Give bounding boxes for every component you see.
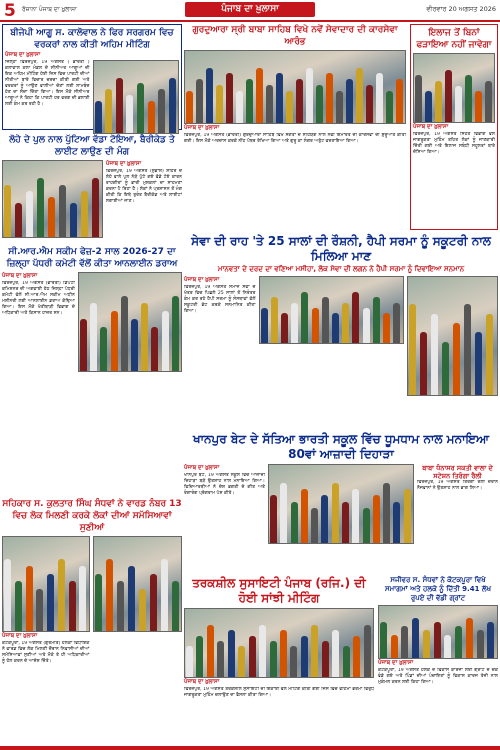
photo-figure (48, 197, 55, 237)
photo-figure (270, 641, 277, 677)
photo-figure (464, 304, 471, 395)
byline: ਪੰਜਾਬ ਦਾ ਖ਼ੁਲਾਸਾ (413, 124, 449, 130)
photo-figure (26, 566, 33, 631)
byline: ਪੰਜਾਬ ਦਾ ਖ਼ੁਲਾਸਾ (184, 679, 220, 685)
photo-figure (486, 314, 493, 395)
article-photo (184, 608, 374, 678)
photo-figure (79, 566, 86, 631)
article-text: ਫਿਰੋਜ਼ਪੁਰ, 19 ਅਗਸਤ (ਭਾਰਤੀ) ਡਿਪਟੀ ਕਮਿਸ਼ਨਰ ਦੀ ਅਗਵਾਈ ਹੇਠ ਜ਼ਿਲ੍ਹਾ ਪੱਧਰੀ ਕਮੇਟੀ ਵੱਲੋਂ ਸੀ.ਆਰ.ਐਮ ਸਕੀਮ ਅਧੀਨ ਮਸ਼ੀਨਰੀ ਲਈ ਆਨਲਾਈਨ ਡਰਾਅ ਕੱਢਿਆ ਗਿਆ। ਇਸ ਮੌਕੇ ਖੇਤੀਬਾੜੀ ਵਿਭਾਗ ਦੇ ਅਧਿਕਾਰੀ ਅਤੇ ਕਿਸਾਨ ਹਾਜ਼ਰ ਸਨ। (2, 281, 75, 316)
article-photo (184, 50, 406, 124)
article-text: ਫਿਰੋਜ਼ਪੁਰ, 19 ਅਗਸਤ ਸਿਹਤ ਵਿਭਾਗ ਵੱਲੋਂ ਜਾਗਰੂਕਤਾ ਮੁਹਿੰਮ ਤਹਿਤ ਲੋਕਾਂ ਨੂੰ ਜਾਣਕਾਰੀ ਦਿੱਤੀ ਗਈ ਅਤੇ ਇਲਾਜ ਸਬੰਧੀ ਸਹੂਲਤਾਂ ਬਾਰੇ ਦੱਸਿਆ ਗਿਆ। (413, 132, 495, 155)
photo-figure (396, 79, 403, 123)
photo-figure (15, 203, 22, 237)
photo-figure (246, 79, 253, 123)
photo-figure (228, 630, 235, 677)
headline: ਸੀ.ਆਰ.ਐਮ ਸਕੀਮ ਫੇਜ਼-2 ਸਾਲ 2026-27 ਦਾ ਜ਼ਿਲ੍ਹਾ ਪੱਧਰੀ ਕਮੇਟੀ ਵੱਲੋਂ ਕੀਤਾ ਆਨਲਾਈਨ ਡਰਾਅ (6, 247, 178, 269)
photo-figure (301, 489, 308, 543)
photo-figure (423, 630, 430, 658)
headline: ਸਹਿਕਾਰ ਸ. ਕੁਲਤਾਰ ਸਿੰਘ ਸੰਧਵਾਂ ਨੇ ਵਾਰਡ ਨੰਬਰ 13 ਵਿਚ ਲੋਕ ਮਿਲਣੀ ਕਰਕੇ ਲੋਕਾਂ ਦੀਆਂ ਸਮੱਸਿਆਵਾਂ ਸੁਣੀਆਂ (2, 499, 182, 533)
photo-figure (256, 68, 263, 123)
page-footer-rule (0, 746, 500, 750)
article-text: ਫਿਰੋਜ਼ਪੁਰ, 19 ਅਗਸਤ ਸਮਾਜ ਸੇਵਾ ਦੇ ਖੇਤਰ ਵਿਚ ਪਿਛਲੇ 25 ਸਾਲਾਂ ਤੋਂ ਨਿਰੰਤਰ ਕੰਮ ਕਰ ਰਹੇ ਹੈਪੀ ਸਰਮਾ ਨੂੰ ਸੰਸਥਾਵਾਂ ਵੱਲੋਂ ਸਕੂਟਰੀ ਭੇਟ ਕਰਕੇ ਸਨਮਾਨਿਤ ਕੀਤਾ ਗਿਆ। (184, 285, 256, 314)
byline: ਪੰਜਾਬ ਦਾ ਖ਼ੁਲਾਸਾ (105, 161, 142, 167)
photo-figure (336, 91, 343, 123)
article-photo (268, 464, 414, 544)
article-bridge-pit (2, 134, 182, 242)
photo-figure (172, 581, 179, 631)
photo-figure (141, 303, 148, 371)
photo-figure (391, 635, 398, 658)
article-text: ਕੋਟਕਪੂਰਾ, 19 ਅਗਸਤ ਹਲਕੇ ਦੇ ਵਿਕਾਸ ਕਾਰਜਾਂ ਲਈ ਗ੍ਰਾਂਟ ਦੇ ਚੈੱਕ ਵੰਡੇ ਗਏ ਅਤੇ ਪਿੰਡਾਂ ਦੀਆਂ ਪੰਚਾਇਤਾਂ ਨੂੰ ਵਿਕਾਸ ਕਾਰਜ ਤੇਜ਼ੀ ਨਾਲ ਮੁਕੰਮਲ ਕਰਨ ਲਈ ਕਿਹਾ ਗਿਆ। (378, 668, 498, 685)
photo-figure (420, 332, 427, 395)
photo-figure (196, 79, 203, 123)
article-photo-2 (93, 536, 183, 632)
photo-figure (161, 559, 168, 631)
photo-figure (226, 73, 233, 123)
photo-figure (332, 313, 339, 343)
photo-figure (186, 646, 193, 677)
photo-figure (172, 296, 179, 371)
photo-figure (80, 319, 87, 371)
left-column (2, 24, 182, 746)
photo-figure (281, 313, 288, 343)
photo-figure (286, 91, 293, 123)
article-photo (2, 160, 103, 238)
photo-figure (150, 574, 157, 631)
photo-figure (434, 622, 441, 658)
photo-figure (363, 508, 370, 543)
photo-figure (373, 495, 380, 543)
photo-figure (270, 495, 277, 543)
photo-figure (100, 327, 107, 371)
byline: ਪੰਜਾਬ ਦਾ ਖ਼ੁਲਾਸਾ (378, 660, 414, 666)
photo-figure (455, 626, 462, 658)
photo-figure (322, 641, 329, 677)
photo-figure (312, 308, 319, 343)
photo-figure (409, 304, 416, 395)
photo-figure (261, 308, 268, 343)
photo-figure (111, 311, 118, 371)
photo-figure (186, 91, 193, 123)
photo-figure (485, 81, 492, 122)
photo-figure (116, 78, 123, 133)
photo-figure (139, 589, 146, 631)
photo-figure (266, 85, 273, 123)
article-photo (78, 272, 182, 372)
photo-figure (321, 495, 328, 543)
photo-figure (475, 332, 482, 395)
photo-figure (383, 313, 390, 343)
photo-figure (342, 502, 349, 543)
photo-figure (455, 86, 462, 122)
photo-figure (271, 297, 278, 343)
photo-figure (58, 559, 65, 631)
photo-figure (151, 327, 158, 371)
section-title: ਪੰਜਾਬ ਦਾ ਖ਼ੁਲਾਸਾ (185, 2, 315, 17)
photo-figure (386, 91, 393, 123)
photo-figure (128, 566, 135, 631)
article-photo (2, 536, 90, 632)
photo-figure (322, 297, 329, 343)
photo-figure (37, 178, 44, 237)
photo-figure (15, 581, 22, 631)
photo-figure (4, 559, 11, 631)
photo-figure (311, 625, 318, 677)
photo-figure (90, 303, 97, 371)
photo-figure (207, 625, 214, 677)
photo-figure (280, 483, 287, 543)
photo-figure (326, 73, 333, 123)
photo-figure (311, 508, 318, 543)
paper-name: ਰੋਜ਼ਾਨਾ ਪੰਜਾਬ ਦਾ ਖ਼ੁਲਾਸਾ (22, 6, 77, 13)
photo-figure (131, 319, 138, 371)
photo-figure (466, 618, 473, 658)
photo-figure (383, 483, 390, 543)
photo-figure (36, 589, 43, 631)
headline: ਲੋਹੇ ਦੇ ਪੁਲ ਨਾਲ ਪੁੱਟਿਆ ਵੱਡਾ ਟੋਇਆ, ਬੈਰੀਕੇਡ ਤੇ ਲਾਈਟ ਲਾਉਣ ਦੀ ਮੰਗ (9, 135, 175, 157)
article-text: ਫਿਰੋਜ਼ਪੁਰ, 19 ਅਗਸਤ (ਭਾਰਤੀ) ਗੁਰਦੁਆਰਾ ਸਾਹਿਬ ਵਿਖੇ ਸੰਗਤਾਂ ਦੇ ਸਹਿਯੋਗ ਨਾਲ ਨਵੀਂ ਇਮਾਰਤ ਦੀ ਕਾਰਸੇਵਾ ਦੀ ਸ਼ੁਰੂਆਤ ਕੀਤੀ ਗਈ। ਇਸ ਮੌਕੇ ਅਰਦਾਸ ਕਰਕੇ ਨੀਂਹ ਪੱਥਰ ਰੱਖਿਆ ਗਿਆ ਅਤੇ ਗੁਰੂ ਕਾ ਲੰਗਰ ਅਤੁੱਟ ਵਰਤਾਇਆ ਗਿਆ। (184, 133, 406, 144)
article-grant (378, 576, 498, 746)
photo-figure (69, 581, 76, 631)
photo-figure (306, 68, 313, 123)
photo-figure (465, 75, 472, 122)
photo-figure (95, 574, 102, 631)
photo-figure (217, 641, 224, 677)
article-treatment (410, 24, 498, 230)
photo-figure (316, 85, 323, 123)
photo-figure (291, 303, 298, 343)
headline: ਗੁਰਦੁਆਰਾ ਸ੍ਰੀ ਬਾਬਾ ਸਾਹਿਬ ਵਿਖੇ ਨਵੇਂ ਸੇਵਾਦਾਰ ਦੀ ਕਾਰਸੇਵਾ ਆਰੰਭ (192, 25, 398, 47)
sidebar-headline: ਬਾਬਾ ਧੰਨਾਸਰ ਸਕਤੀ ਵਾਲਾ ਦੇ ਸਟੇਸ਼ਨ ਤਿਰੰਗਾ ਰੈਲੀ (422, 464, 493, 480)
photo-figure (296, 79, 303, 123)
article-text: ਕੋਟਕਪੂਰਾ, 19 ਅਗਸਤ (ਗੁਰਮੀਤ) ਹਲਕਾ ਵਿਧਾਇਕ ਨੇ ਵਾਰਡ ਵਿਚ ਲੋਕ ਮਿਲਣੀ ਦੌਰਾਨ ਨਿਵਾਸੀਆਂ ਦੀਆਂ ਸਮੱਸਿਆਵਾਂ ਸੁਣੀਆਂ ਅਤੇ ਮੌਕੇ ਤੇ ਹੀ ਅਧਿਕਾਰੀਆਂ ਨੂੰ ਹੱਲ ਕਰਨ ਦੇ ਆਦੇਸ਼ ਦਿੱਤੇ। (2, 641, 90, 664)
photo-figure (342, 303, 349, 343)
photo-figure (301, 636, 308, 677)
article-ward-meeting (2, 498, 182, 744)
photo-figure (92, 178, 99, 237)
page-number: 5 (4, 1, 16, 21)
article-independence-day (184, 432, 498, 574)
photo-figure (59, 185, 66, 237)
article-bjp-meeting (2, 24, 182, 130)
photo-figure (376, 73, 383, 123)
article-gurdwara (184, 24, 406, 184)
headline: ਖਾਨਪੁਰ ਬੇਟ ਦੇ ਸੱਤਿਆ ਭਾਰਤੀ ਸਕੂਲ ਵਿੱਚ ਧੂਮਧਾਮ ਨਾਲ ਮਨਾਇਆ 80ਵਾਂ ਆਜ਼ਾਦੀ ਦਿਹਾੜਾ (192, 432, 489, 461)
article-text: ਜਿਲ੍ਹਾ ਫਿਰੋਜ਼ਪੁਰ, 19 ਅਗਸਤ ( ਭਾਰਤੀ ) ਕਲਾਵਾਲ ਕਲਾ ਮੰਡਲ ਦੇ ਸੀਨੀਅਰ ਆਗੂਆਂ ਦੀ ਇਕ ਅਹਿਮ ਮੀਟਿੰਗ ਹੋਈ ਜਿਸ ਵਿਚ ਪਾਰਟੀ ਦੀਆਂ ਨੀਤੀਆਂ ਬਾਰੇ ਵਿਚਾਰ ਚਰਚਾ ਕੀਤੀ ਗਈ ਅਤੇ ਵਰਕਰਾਂ ਨੂੰ ਆਉਣ ਵਾਲੀਆਂ ਚੋਣਾਂ ਲਈ ਲਾਮਬੰਦ ਹੋਣ ਦਾ ਸੱਦਾ ਦਿੱਤਾ ਗਿਆ। ਇਸ ਮੌਕੇ ਸੀਨੀਅਰ ਆਗੂਆਂ ਨੇ ਕਿਹਾ ਕਿ ਪਾਰਟੀ ਹਰ ਵਰਗ ਦੀ ਭਲਾਈ ਲਈ ਕੰਮ ਕਰ ਰਹੀ ਹੈ। (5, 60, 90, 107)
photo-figure (477, 630, 484, 658)
byline: ਪੰਜਾਬ ਦਾ ਖ਼ੁਲਾਸਾ (2, 273, 38, 279)
photo-figure (487, 622, 494, 658)
photo-figure (126, 95, 133, 133)
article-tarksheel (184, 576, 374, 746)
photo-figure (412, 618, 419, 658)
photo-figure (401, 626, 408, 658)
photo-figure (352, 489, 359, 543)
photo-figure (276, 73, 283, 123)
headline: ਸਜੀਵਰ ਸ. ਸੰਧਵਾਂ ਨੇ ਕੋਟਕਪੂਰਾ ਵਿਖੇ ਸਮਾਗਮਾਂ ਅਤੇ ਹਲਕੇ ਨੂੰ ਦਿੱਤੀ 9.41 ਲੱਖ ਰੁਪਏ ਦੀ ਵੱਡੀ ਗ੍ਰਾਂਟ (384, 576, 492, 602)
photo-figure (259, 625, 266, 677)
headline: ਬੀਜੇਪੀ ਆਗੂ ਸ. ਕਾਲੋਵਾਲ ਨੇ ਫਿਰ ਸਰਗਰਮ ਵਿਚ ਵਰਕਰਾਂ ਨਾਲ ਕੀਤੀ ਅਹਿਮ ਮੀਟਿੰਗ (10, 28, 174, 50)
photo-figure (373, 297, 380, 343)
subhead: ਮਾਨਵਤਾ ਦੇ ਦਰਦ ਦਾ ਵਣਿਆ ਮਸੀਹਾ, ਲੋਕ ਸੇਵਾ ਦੀ ਲਗਨ ਨੇ ਹੈਪੀ ਸਰਮਾ ਨੂੰ ਦਿਵਾਇਆ ਸਨਮਾਨ (217, 265, 465, 273)
photo-figure (415, 75, 422, 122)
article-photo (378, 605, 498, 659)
photo-figure (363, 308, 370, 343)
byline: ਪੰਜਾਬ ਦਾ ਖ਼ੁਲਾਸਾ (184, 277, 220, 283)
photo-figure (380, 622, 387, 658)
photo-figure (236, 91, 243, 123)
byline: ਪੰਜਾਬ ਦਾ ਖ਼ੁਲਾਸਾ (5, 52, 41, 58)
photo-figure (444, 635, 451, 658)
photo-figure (148, 101, 155, 133)
photo-figure (332, 483, 339, 543)
photo-figure (249, 636, 256, 677)
photo-figure (393, 303, 400, 343)
photo-figure (364, 625, 371, 677)
photo-figure (280, 630, 287, 677)
photo-figure (81, 191, 88, 237)
photo-figure (353, 636, 360, 677)
photo-figure (404, 489, 411, 543)
headline: ਇਲਾਜ ਤੋਂ ਬਿਨਾਂ ਫੜਾਇਆ ਨਹੀਂ ਜਾਵੇਗਾ (416, 28, 492, 50)
photo-figure (291, 502, 298, 543)
photo-figure (435, 81, 442, 122)
photo-figure (4, 185, 11, 237)
byline: ਪੰਜਾਬ ਦਾ ਖ਼ੁਲਾਸਾ (184, 125, 220, 131)
photo-figure (290, 646, 297, 677)
photo-figure (162, 311, 169, 371)
photo-figure (238, 646, 245, 677)
article-photo (259, 276, 404, 344)
photo-figure (442, 342, 449, 395)
photo-figure (425, 91, 432, 122)
photo-figure (121, 296, 128, 371)
article-photo-2 (407, 276, 498, 396)
photo-figure (70, 203, 77, 237)
photo-figure (26, 191, 33, 237)
right-column (184, 24, 498, 746)
photo-figure (343, 646, 350, 677)
photo-figure (106, 559, 113, 631)
article-photo (413, 53, 495, 123)
byline: ਪੰਜਾਬ ਦਾ ਖ਼ੁਲਾਸਾ (2, 633, 38, 639)
article-happy-sharma (184, 234, 498, 430)
photo-figure (47, 574, 54, 631)
photo-figure (393, 502, 400, 543)
headline: ਸੇਵਾ ਦੀ ਰਾਹ 'ਤੇ 25 ਸਾਲਾਂ ਦੀ ਰੌਸ਼ਨੀ, ਹੈਪੀ ਸਰਮਾ ਨੂੰ ਸਕੂਟਰੀ ਨਾਲ ਮਿਲਿਆ ਮਾਣ (191, 234, 491, 263)
page-header (0, 0, 500, 22)
photo-figure (445, 70, 452, 122)
photo-figure (158, 89, 165, 133)
photo-figure (332, 630, 339, 677)
article-photo (93, 60, 180, 134)
sidebar-text: ਫਿਰੋਜ਼ਪੁਰ, 19 ਅਗਸਤ ਤਿਰੰਗਾ ਰੈਲੀ ਦੌਰਾਨ ਨੌਜਵਾਨਾਂ ਨੇ ਉਤਸ਼ਾਹ ਨਾਲ ਭਾਗ ਲਿਆ। (417, 480, 498, 491)
byline: ਪੰਜਾਬ ਦਾ ਖ਼ੁਲਾਸਾ (184, 465, 220, 471)
photo-figure (216, 85, 223, 123)
photo-figure (475, 91, 482, 122)
headline: ਤਰਕਸ਼ੀਲ ਸੁਸਾਇਟੀ ਪੰਜਾਬ (ਰਜਿ.) ਦੀ ਹੋਈ ਸਾਂਝੀ ਮੀਟਿੰਗ (192, 576, 366, 605)
article-text: ਖਾਨਪੁਰ ਬੇਟ, 19 ਅਗਸਤ ਸਕੂਲ ਵਿਚ ਆਜ਼ਾਦੀ ਦਿਹਾੜਾ ਬੜੇ ਉਤਸ਼ਾਹ ਨਾਲ ਮਨਾਇਆ ਗਿਆ। ਵਿਦਿਆਰਥੀਆਂ ਨੇ ਦੇਸ਼ ਭਗਤੀ ਦੇ ਗੀਤ ਅਤੇ ਰੰਗਾਰੰਗ ਪ੍ਰੋਗਰਾਮ ਪੇਸ਼ ਕੀਤੇ। (184, 473, 265, 496)
article-text: ਫਿਰੋਜ਼ਪੁਰ, 19 ਅਗਸਤ ਤਰਕਸ਼ੀਲ ਸੁਸਾਇਟੀ ਦੀ ਇਕਾਈ ਵੱਲੋਂ ਮੀਟਿੰਗ ਕੀਤੀ ਗਈ ਜਿਸ ਵਿਚ ਵਹਿਮਾਂ ਭਰਮਾਂ ਵਿਰੁੱਧ ਜਾਗਰੂਕਤਾ ਮੁਹਿੰਮ ਚਲਾਉਣ ਦਾ ਫੈਸਲਾ ਕੀਤਾ ਗਿਆ। (184, 687, 374, 698)
photo-figure (105, 89, 112, 133)
photo-figure (431, 314, 438, 395)
article-text: ਫਿਰੋਜ਼ਪੁਰ, 19 ਅਗਸਤ (ਸੁਭਾਸ਼) ਸ਼ਹਿਰ ਦੇ ਲੋਹੇ ਵਾਲੇ ਪੁਲ ਨੇੜੇ ਪੁੱਟੇ ਗਏ ਵੱਡੇ ਟੋਏ ਕਾਰਨ ਰਾਹਗੀਰਾਂ ਨੂੰ ਭਾਰੀ ਮੁਸ਼ਕਲਾਂ ਦਾ ਸਾਹਮਣਾ ਕਰਨਾ ਪੈ ਰਿਹਾ ਹੈ। ਲੋਕਾਂ ਨੇ ਪ੍ਰਸ਼ਾਸਨ ਤੋਂ ਮੰਗ ਕੀਤੀ ਕਿ ਇਥੇ ਤੁਰੰਤ ਬੈਰੀਕੇਡ ਅਤੇ ਲਾਈਟਾਂ ਲਗਾਈਆਂ ਜਾਣ। (105, 169, 182, 204)
issue-date: ਵੀਰਵਾਰ 20 ਅਗਸਤ 2026 (426, 5, 496, 13)
photo-figure (169, 78, 176, 133)
photo-figure (137, 83, 144, 133)
article-crm-draw (2, 246, 182, 494)
photo-figure (301, 292, 308, 343)
photo-figure (453, 323, 460, 395)
photo-figure (196, 636, 203, 677)
photo-figure (117, 581, 124, 631)
photo-figure (346, 79, 353, 123)
photo-figure (352, 292, 359, 343)
photo-figure (366, 85, 373, 123)
photo-figure (95, 101, 102, 133)
photo-figure (206, 68, 213, 123)
photo-figure (356, 68, 363, 123)
